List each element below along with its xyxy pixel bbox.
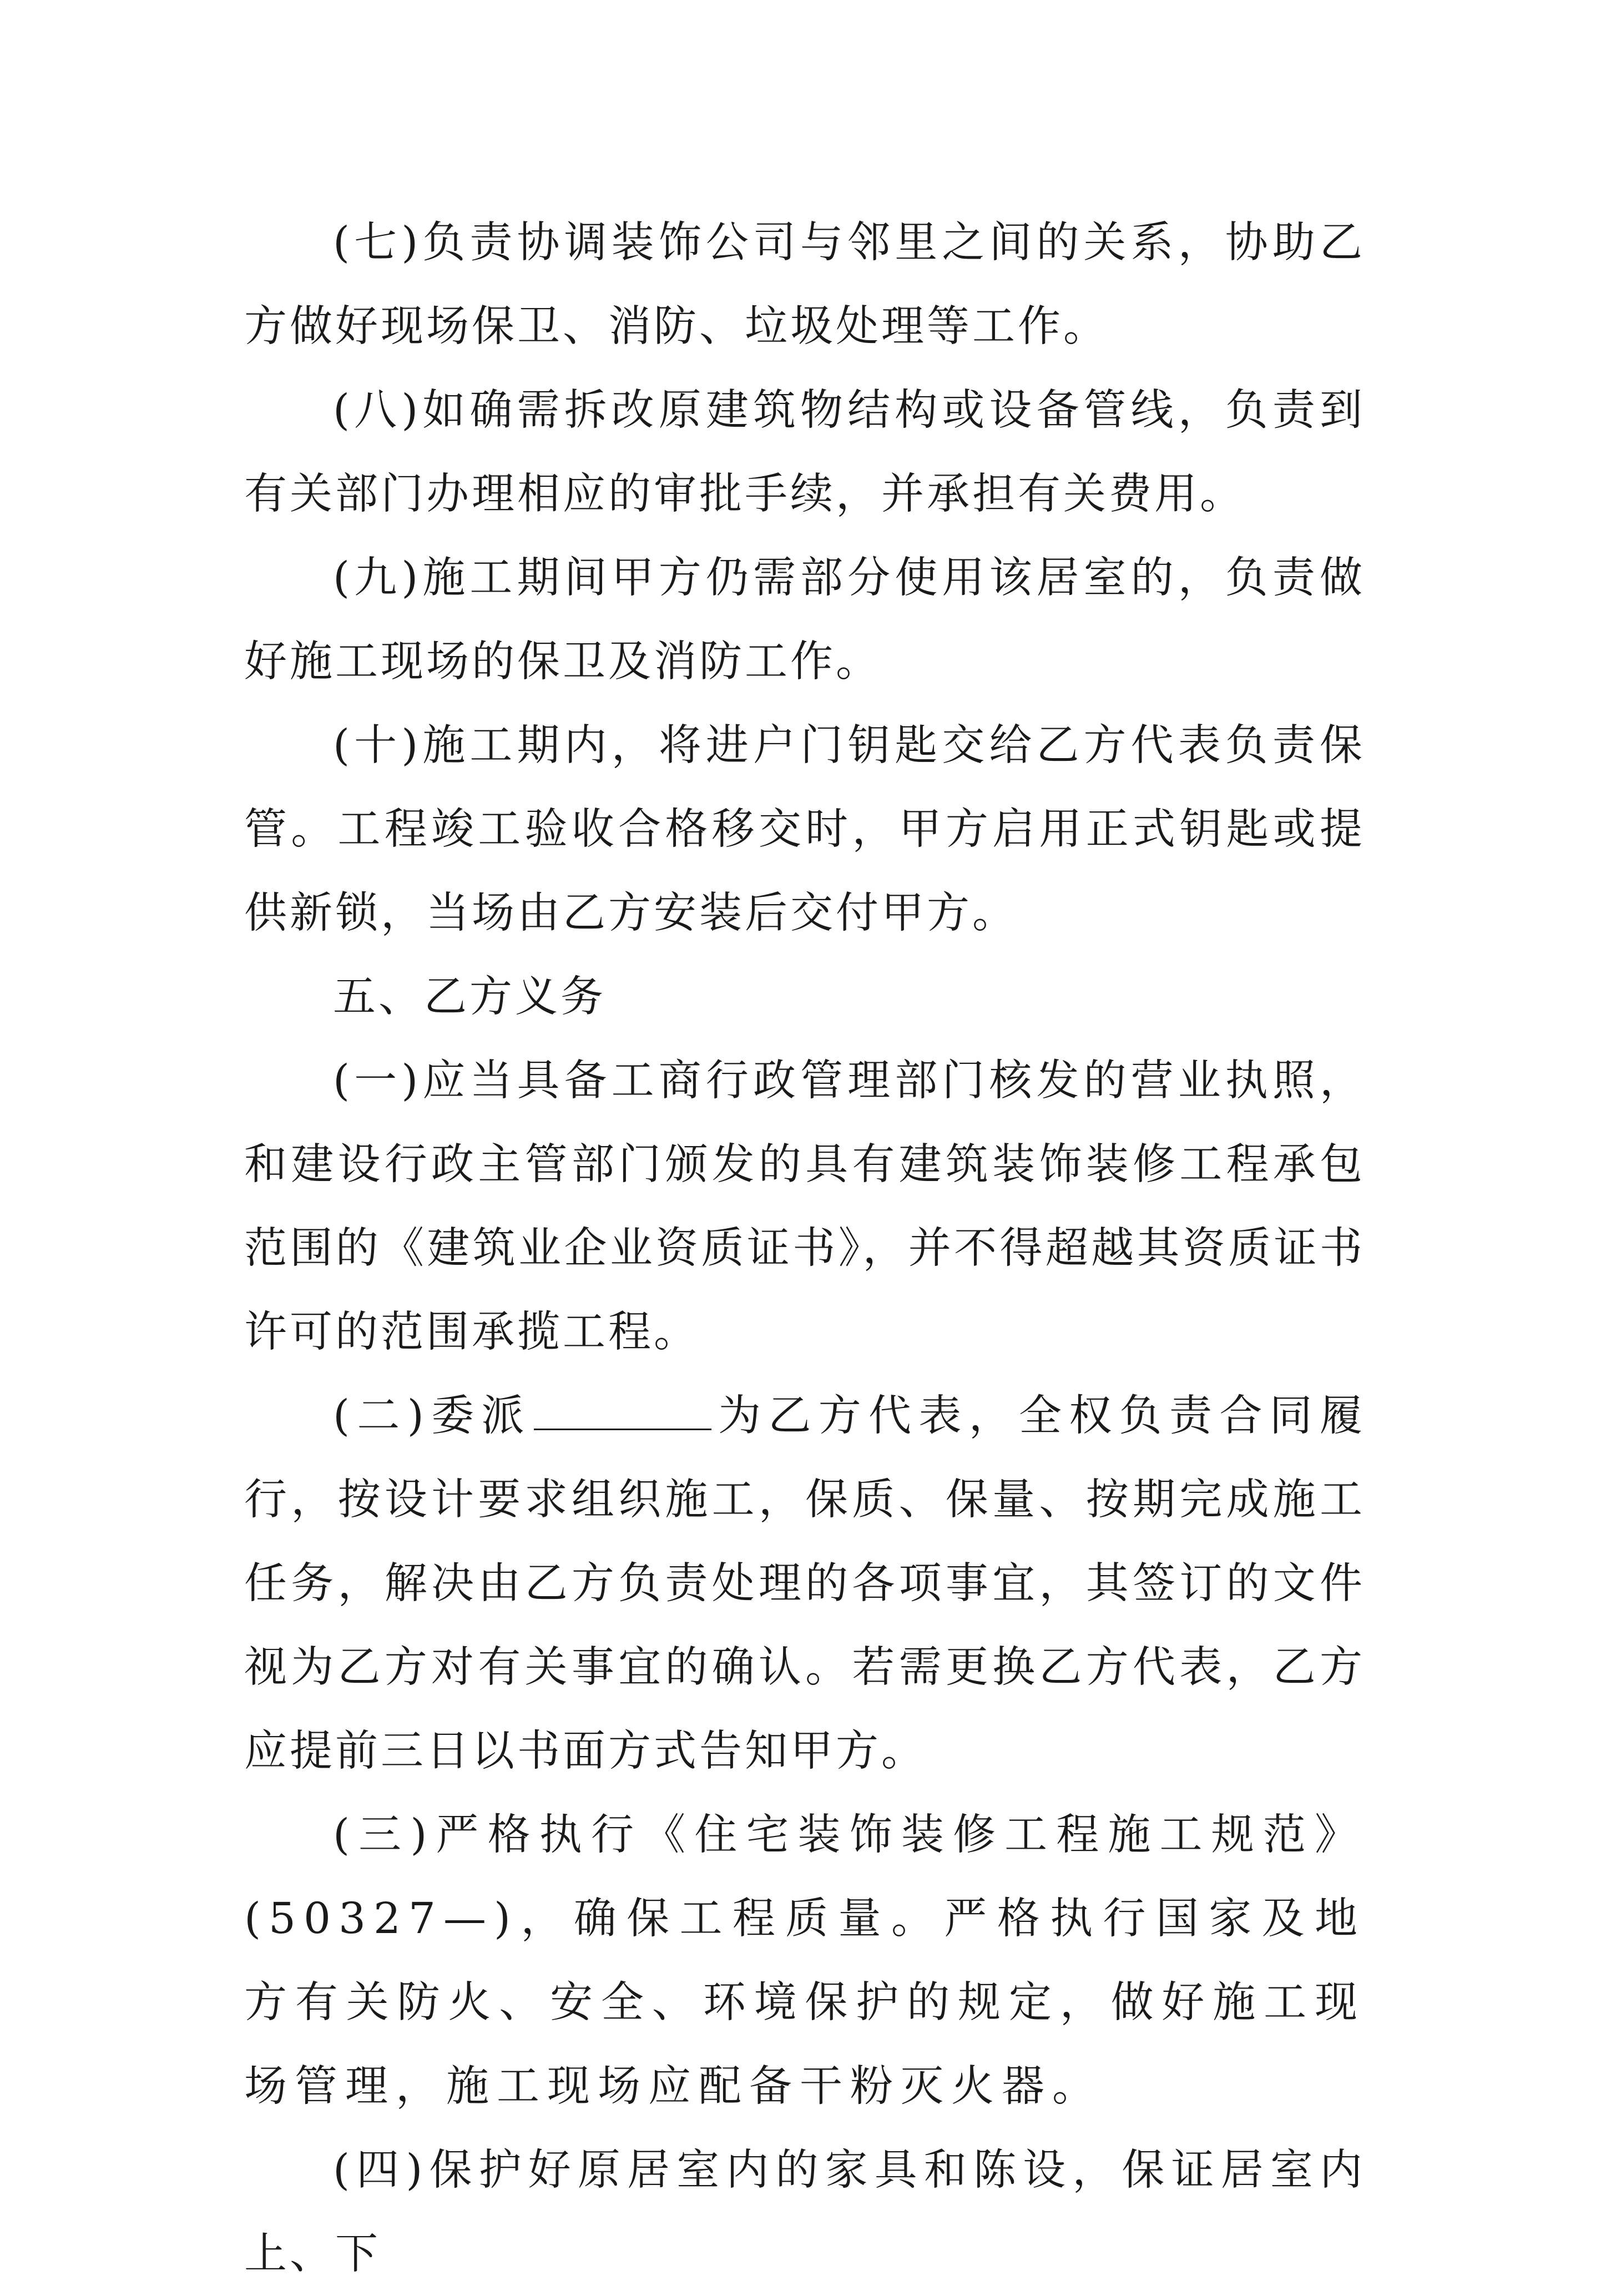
representative-name-blank (534, 1428, 711, 1430)
section-heading-party-b-obligations: 五、乙方义务 (333, 972, 606, 1022)
party-b-clause-1-paragraph: (一)应当具备工商行政管理部门核发的营业执照，和建设行政主管部门颁发的具有建筑装饰装修工程承包范围的《建筑业企业资质证书》，并不得超越其资质证书许可的范围承揽工程。 (244, 1056, 1365, 1357)
clause-2-rest-text: 为乙方代表，全权负责合同履行，按设计要求组织施工，保质、保量、按期完成施工任务，解决由乙方负责处理的各项事宜，其签订的文件视为乙方对有关事宜的确认。若需更换乙方代表，乙方应提前三日以书面方式告知甲方。 (244, 1391, 1365, 1776)
clause-7-paragraph: (七)负责协调装饰公司与邻里之间的关系，协助乙方做好现场保卫、消防、垃圾处理等工作。 (244, 218, 1365, 351)
party-b-clause-4-paragraph: (四)保护好原居室内的家具和陈设，保证居室内上、下 (244, 2146, 1365, 2279)
clause-8-paragraph: (八)如确需拆改原建筑物结构或设备管线，负责到有关部门办理相应的审批手续，并承担有关费用。 (244, 386, 1365, 519)
party-b-clause-3-paragraph: (三)严格执行《住宅装饰装修工程施工规范》(50327—)，确保工程质量。严格执行国家及地方有关防火、安全、环境保护的规定，做好施工现场管理，施工现场应配备干粉灭火器。 (244, 1810, 1365, 2111)
clause-10-paragraph: (十)施工期内，将进户门钥匙交给乙方代表负责保管。工程竣工验收合格移交时，甲方启用正式钥匙或提供新锁，当场由乙方安装后交付甲方。 (244, 721, 1365, 938)
party-b-clause-2-paragraph (244, 1374, 1365, 1793)
clause-9-paragraph: (九)施工期间甲方仍需部分使用该居室的，负责做好施工现场的保卫及消防工作。 (244, 553, 1365, 687)
document-body (244, 201, 1365, 2296)
clause-2-lead-text: (二)委派 (333, 1391, 532, 1441)
